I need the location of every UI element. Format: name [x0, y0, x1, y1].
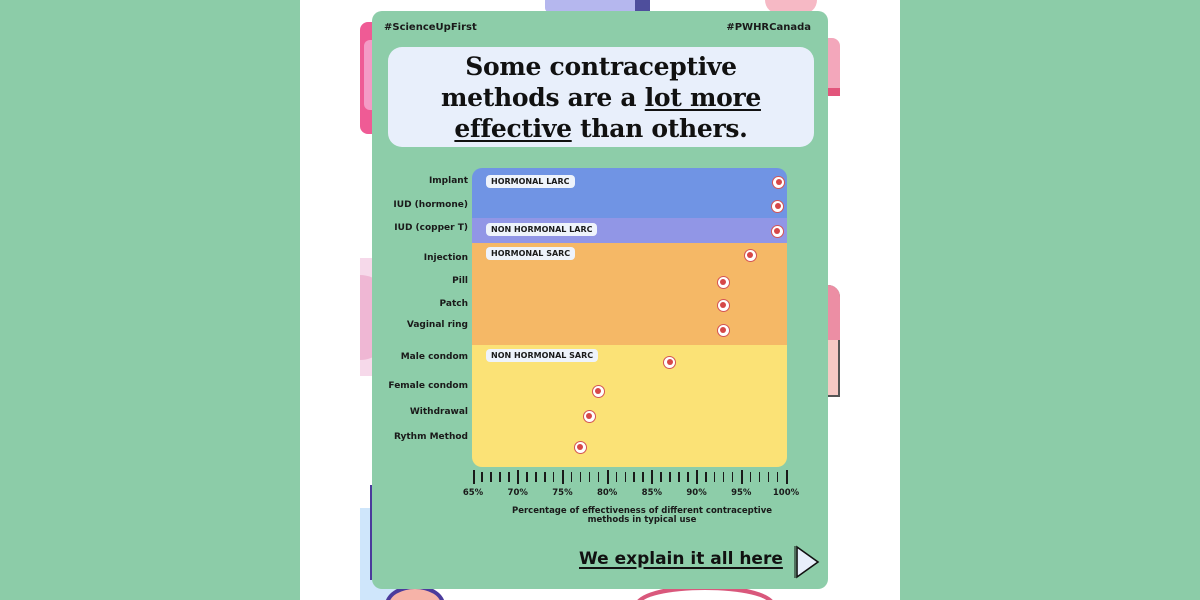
band-hormonal-sarc [472, 243, 787, 345]
data-point [574, 441, 587, 454]
category-label: Withdrawal [409, 407, 468, 417]
minor-tick [678, 472, 680, 482]
infographic-card [372, 11, 828, 589]
minor-tick [777, 472, 779, 482]
decorative-bottle-cap [828, 285, 840, 340]
data-point [583, 410, 596, 423]
category-label: Pill [452, 276, 468, 286]
minor-tick [705, 472, 707, 482]
title-line-3: than others. [571, 113, 748, 143]
data-point [663, 356, 676, 369]
data-point [717, 324, 730, 337]
x-tick-label: 75% [552, 488, 573, 498]
major-tick [517, 470, 519, 484]
category-label: Injection [423, 253, 468, 263]
data-point [772, 176, 785, 189]
group-label: HORMONAL LARC [486, 175, 575, 188]
minor-tick [660, 472, 662, 482]
data-point [717, 276, 730, 289]
x-tick-label: 95% [731, 488, 752, 498]
group-label: NON HORMONAL LARC [486, 223, 597, 236]
x-tick-label: 70% [507, 488, 528, 498]
band-non-hormonal-larc [472, 218, 787, 243]
title-line-1: Some contraceptive [465, 51, 737, 81]
minor-tick [571, 472, 573, 482]
major-tick [741, 470, 743, 484]
minor-tick [625, 472, 627, 482]
category-label: Male condom [400, 352, 468, 362]
title-emphasis-lot-more: lot more [644, 82, 761, 112]
hashtag-pwhr-canada: #PWHRCanada [726, 22, 811, 33]
x-tick-label: 80% [596, 488, 618, 498]
minor-tick [768, 472, 770, 482]
minor-tick [481, 472, 483, 482]
minor-tick [723, 472, 725, 482]
minor-tick [750, 472, 752, 482]
minor-tick [526, 472, 528, 482]
category-label: Implant [428, 176, 468, 186]
hashtag-science-up-first: #ScienceUpFirst [384, 22, 477, 33]
x-tick-label: 100% [772, 488, 800, 498]
minor-tick [499, 472, 501, 482]
band-hormonal-larc [472, 168, 787, 218]
x-tick-label: 90% [686, 488, 707, 498]
category-label: Female condom [388, 381, 468, 391]
major-tick [607, 470, 609, 484]
title-line-2: methods are a [441, 82, 645, 112]
x-tick-label: 85% [641, 488, 663, 498]
major-tick [473, 470, 475, 484]
x-axis [462, 470, 800, 500]
minor-tick [714, 472, 716, 482]
category-label: Rythm Method [393, 432, 468, 442]
category-label: Patch [439, 299, 468, 309]
decorative-pink-pill-base [828, 88, 840, 96]
major-tick [562, 470, 564, 484]
minor-tick [490, 472, 492, 482]
group-label: NON HORMONAL SARC [486, 349, 598, 362]
minor-tick [642, 472, 644, 482]
title-box [388, 47, 814, 147]
data-point [771, 225, 784, 238]
minor-tick [508, 472, 510, 482]
major-tick [696, 470, 698, 484]
minor-tick [732, 472, 734, 482]
minor-tick [759, 472, 761, 482]
title-emphasis-effective: effective [454, 113, 572, 143]
data-point [771, 200, 784, 213]
data-point [717, 299, 730, 312]
data-point [592, 385, 605, 398]
page-title [441, 51, 761, 144]
minor-tick [633, 472, 635, 482]
play-arrow-icon[interactable] [793, 544, 821, 580]
minor-tick [669, 472, 671, 482]
data-point [744, 249, 757, 262]
group-label: HORMONAL SARC [486, 247, 575, 260]
minor-tick [535, 472, 537, 482]
minor-tick [687, 472, 689, 482]
minor-tick [544, 472, 546, 482]
minor-tick [589, 472, 591, 482]
minor-tick [580, 472, 582, 482]
chart-plot-area [472, 168, 787, 467]
category-label: IUD (hormone) [393, 200, 468, 210]
explain-link[interactable]: We explain it all here [579, 549, 783, 569]
minor-tick [616, 472, 618, 482]
minor-tick [598, 472, 600, 482]
x-tick-label: 65% [462, 488, 484, 498]
minor-tick [553, 472, 555, 482]
major-tick [651, 470, 653, 484]
major-tick [786, 470, 788, 484]
category-label: IUD (copper T) [394, 223, 468, 233]
x-axis-title: Percentage of effectiveness of different contraceptive methods in typical use [511, 506, 773, 525]
category-label: Vaginal ring [406, 320, 468, 330]
band-non-hormonal-sarc [472, 345, 787, 467]
